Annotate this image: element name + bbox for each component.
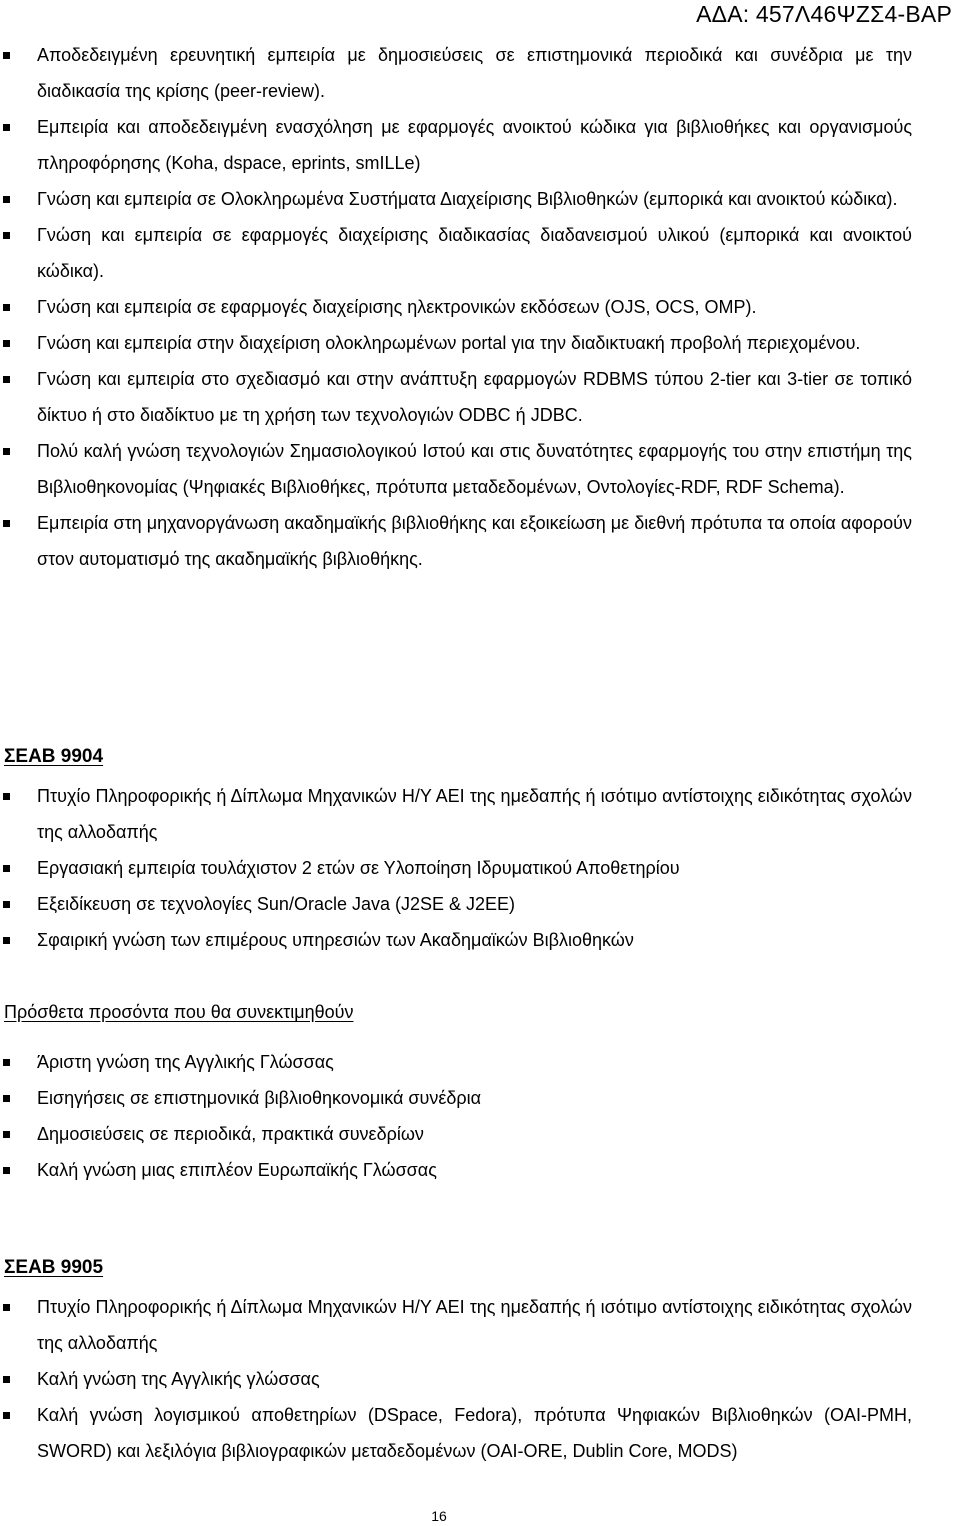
list-item: Εξειδίκευση σε τεχνολογίες Sun/Oracle Java (J2SE & J2EE) [0, 886, 960, 922]
list-item: Καλή γνώση της Αγγλικής γλώσσας [0, 1361, 960, 1397]
list-item: Πτυχίο Πληροφορικής ή Δίπλωμα Μηχανικών Η/Υ ΑΕΙ της ημεδαπής ή ισότιμο αντίστοιχης ειδικότητας σχολών της αλλοδαπής [0, 778, 960, 850]
list-item: Γνώση και εμπειρία στο σχεδιασμό και στην ανάπτυξη εφαρμογών RDBMS τύπου 2-tier και 3-tier σε τοπικό δίκτυο ή στο διαδίκτυο με τη χρήση των τεχνολογιών ODBC ή JDBC. [0, 361, 960, 433]
list-item: Εργασιακή εμπειρία τουλάχιστον 2 ετών σε Υλοποίηση Ιδρυματικού Αποθετηρίου [0, 850, 960, 886]
list-item: Γνώση και εμπειρία σε εφαρμογές διαχείρισης ηλεκτρονικών εκδόσεων (OJS, OCS, OMP). [0, 289, 960, 325]
list-item: Αποδεδειγμένη ερευνητική εμπειρία με δημοσιεύσεις σε επιστημονικά περιοδικά και συνέδρια με την διαδικασία της κρίσης (peer-review). [0, 37, 960, 109]
list-item: Εμπειρία στη μηχανοργάνωση ακαδημαϊκής βιβλιοθήκης και εξοικείωση με διεθνή πρότυπα τα οποία αφορούν στον αυτοματισμό της ακαδημαϊκής βιβλιοθήκης. [0, 505, 960, 577]
list-item: Δημοσιεύσεις σε περιοδικά, πρακτικά συνεδρίων [0, 1116, 960, 1152]
list-item: Πολύ καλή γνώση τεχνολογιών Σημασιολογικού Ιστού και στις δυνατότητες εφαρμογής του στην επιστήμη της Βιβλιοθηκονομίας (Ψηφιακές Βιβλιοθήκες, πρότυπα μεταδεδομένων, Οντολογίες-RDF, RDF Schema). [0, 433, 960, 505]
list-item: Άριστη γνώση της Αγγλικής Γλώσσας [0, 1044, 960, 1080]
list-item: Εισηγήσεις σε επιστημονικά βιβλιοθηκονομικά συνέδρια [0, 1080, 960, 1116]
section-title-9904: ΣΕΑΒ 9904 [4, 746, 104, 767]
section-9904-list [0, 778, 960, 958]
section-9905-list [0, 1289, 960, 1469]
list-item: Γνώση και εμπειρία σε Ολοκληρωμένα Συστήματα Διαχείρισης Βιβλιοθηκών (εμπορικά και ανοικτού κώδικα). [0, 181, 960, 217]
additional-qualifications-title: Πρόσθετα προσόντα που θα συνεκτιμηθούν [4, 1002, 354, 1022]
list-item: Καλή γνώση λογισμικού αποθετηρίων (DSpace, Fedora), πρότυπα Ψηφιακών Βιβλιοθηκών (OAI-PMH, SWORD) και λεξιλόγια βιβλιογραφικών μεταδεδομένων (OAI-ORE, Dublin Core, MODS) [0, 1397, 960, 1469]
list-item: Πτυχίο Πληροφορικής ή Δίπλωμα Μηχανικών Η/Υ ΑΕΙ της ημεδαπής ή ισότιμο αντίστοιχης ειδικότητας σχολών της αλλοδαπής [0, 1289, 960, 1361]
list-item: Σφαιρική γνώση των επιμέρους υπηρεσιών των Ακαδημαϊκών Βιβλιοθηκών [0, 922, 960, 958]
page-number: 16 [431, 1508, 447, 1524]
list-item: Καλή γνώση μιας επιπλέον Ευρωπαϊκής Γλώσσας [0, 1152, 960, 1188]
list-item: Εμπειρία και αποδεδειγμένη ενασχόληση με εφαρμογές ανοικτού κώδικα για βιβλιοθήκες και οργανισμούς πληροφόρησης (Koha, dspace, eprints, smILLe) [0, 109, 960, 181]
additional-qualifications-list [0, 1044, 960, 1188]
requirements-list [0, 37, 960, 577]
list-item: Γνώση και εμπειρία σε εφαρμογές διαχείρισης διαδικασίας διαδανεισμού υλικού (εμπορικά και ανοικτού κώδικα). [0, 217, 960, 289]
section-title-9905: ΣΕΑΒ 9905 [4, 1257, 104, 1278]
list-item: Γνώση και εμπειρία στην διαχείριση ολοκληρωμένων portal για την διαδικτυακή προβολή περιεχομένου. [0, 325, 960, 361]
ada-code: ΑΔΑ: 457Λ46ΨΖΣ4-ΒΑΡ [696, 1, 952, 27]
